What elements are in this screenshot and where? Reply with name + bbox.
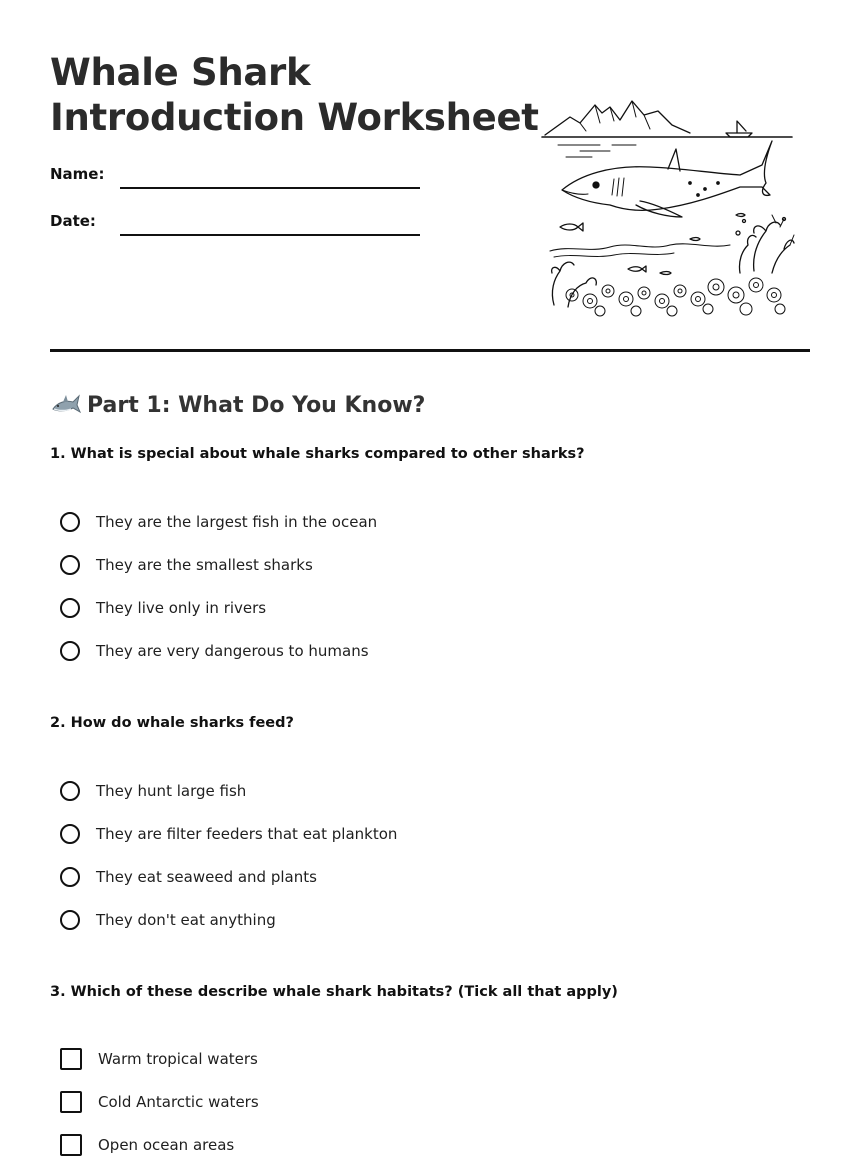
option-label: They hunt large fish — [96, 782, 247, 800]
option-label: They are filter feeders that eat plankton — [96, 825, 398, 843]
question-3: 3. Which of these describe whale shark habitats? (Tick all that apply) — [50, 984, 618, 1000]
whale-shark-illustration — [540, 95, 798, 320]
option-label: They don't eat anything — [96, 911, 276, 929]
option-label: Warm tropical waters — [98, 1050, 258, 1068]
q2-option-1[interactable] — [60, 778, 246, 804]
option-label: They are the smallest sharks — [96, 556, 313, 574]
q2-option-4[interactable] — [60, 907, 276, 933]
shark-icon — [50, 389, 82, 421]
question-1: 1. What is special about whale sharks compared to other sharks? — [50, 446, 585, 462]
radio-button[interactable] — [60, 910, 80, 930]
q3-option-2[interactable] — [60, 1089, 259, 1115]
option-label: Open ocean areas — [98, 1136, 235, 1154]
q3-option-1[interactable] — [60, 1046, 258, 1072]
worksheet-title — [50, 50, 539, 140]
title-line-1: Whale Shark — [50, 51, 311, 94]
checkbox[interactable] — [60, 1134, 82, 1156]
part-1-title: Part 1: What Do You Know? — [87, 392, 426, 418]
q3-option-3[interactable] — [60, 1132, 234, 1158]
radio-button[interactable] — [60, 555, 80, 575]
name-field-row — [50, 164, 430, 194]
name-field[interactable] — [120, 187, 420, 189]
radio-button[interactable] — [60, 781, 80, 801]
q2-option-2[interactable] — [60, 821, 397, 847]
option-label: Cold Antarctic waters — [98, 1093, 259, 1111]
title-line-2: Introduction Worksheet — [50, 96, 539, 139]
date-label: Date: — [50, 212, 96, 230]
q1-option-2[interactable] — [60, 552, 313, 578]
q1-option-1[interactable] — [60, 509, 377, 535]
date-field-row — [50, 211, 430, 241]
option-label: They live only in rivers — [96, 599, 267, 617]
option-label: They are the largest fish in the ocean — [96, 513, 378, 531]
radio-button[interactable] — [60, 867, 80, 887]
name-label: Name: — [50, 165, 105, 183]
radio-button[interactable] — [60, 824, 80, 844]
header-divider — [50, 349, 810, 352]
option-label: They are very dangerous to humans — [96, 642, 369, 660]
checkbox[interactable] — [60, 1091, 82, 1113]
part-1-heading — [50, 388, 425, 422]
checkbox[interactable] — [60, 1048, 82, 1070]
radio-button[interactable] — [60, 641, 80, 661]
radio-button[interactable] — [60, 598, 80, 618]
question-2: 2. How do whale sharks feed? — [50, 715, 294, 731]
radio-button[interactable] — [60, 512, 80, 532]
q1-option-4[interactable] — [60, 638, 369, 664]
option-label: They eat seaweed and plants — [96, 868, 317, 886]
date-field[interactable] — [120, 234, 420, 236]
q1-option-3[interactable] — [60, 595, 266, 621]
q2-option-3[interactable] — [60, 864, 317, 890]
